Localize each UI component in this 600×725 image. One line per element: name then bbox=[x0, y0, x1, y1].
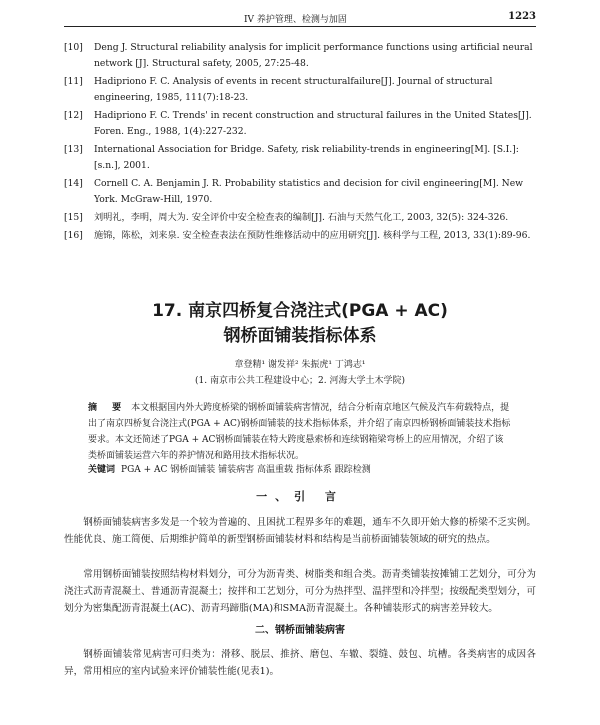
reference-text: Hadipriono F. C. Trends' in recent construction and structural failures in the United States[J]. Foren. Eng., 1988, 1(4):227-232. bbox=[94, 110, 532, 137]
reference-text: Deng J. Structural reliability analysis for implicit performance functions using artificial neural network [J]. Structural safety, 2005, 27:25-48. bbox=[94, 42, 533, 69]
reference-item bbox=[64, 210, 544, 226]
section-heading-introduction: 一、引 言 bbox=[256, 490, 344, 503]
body-paragraph: 常用钢桥面铺装按照结构材料划分，可分为沥青类、树脂类和组合类。沥青类铺装按摊铺工艺划分，可分为浇注式沥青混凝土、普通沥青混凝土；按拌和工艺划分，可分为热拌型、温拌型和冷拌型；按级配类型划分，可划分为密集配沥青混凝土(AC)、沥青玛蹄脂(MA)和SMA沥青混凝土。各种铺装形式的病害差异较大。 bbox=[64, 569, 536, 614]
page-number: 1223 bbox=[508, 11, 536, 22]
keywords bbox=[88, 462, 512, 475]
abstract-label: 摘 要 bbox=[88, 403, 128, 413]
reference-item bbox=[64, 108, 544, 140]
running-title: IV 养护管理、检测与加固 bbox=[244, 15, 347, 25]
author-list: 章登精¹ 谢发祥² 朱振虎¹ 丁鸿志¹ bbox=[234, 360, 366, 370]
reference-number: [11] bbox=[64, 76, 83, 87]
reference-text: International Association for Bridge. Safety, risk reliability-trends in engineering[M]. [S.I.]:[s.n.], 2001. bbox=[94, 144, 519, 171]
body-paragraph: 钢桥面铺装病害多发是一个较为普遍的、且困扰工程界多年的难题，通车不久即开始大修的桥梁不乏实例。性能优良、施工简便、后期维护简单的新型钢桥面铺装材料和结构是当前桥面铺装领域的研究的热点。 bbox=[64, 517, 536, 545]
reference-text: 刘明礼，李明，周大为. 安全评价中安全检查表的编制[J]. 石油与天然气化工, 2003, 32(5): 324-326. bbox=[94, 212, 509, 223]
reference-item bbox=[64, 142, 544, 174]
reference-item bbox=[64, 228, 544, 244]
reference-number: [15] bbox=[64, 212, 83, 223]
paper-title-line-2: 钢桥面铺装指标体系 bbox=[223, 326, 377, 346]
reference-list bbox=[64, 40, 544, 246]
reference-text: Hadipriono F. C. Analysis of events in recent structuralfailure[J]. Journal of structural engineering, 1985, 111(7):18-23. bbox=[94, 76, 493, 103]
reference-number: [13] bbox=[64, 144, 83, 155]
abstract bbox=[88, 400, 512, 464]
body-paragraph: 钢桥面铺装常见病害可归类为：滑移、脱层、推挤、磨包、车辙、裂缝、鼓包、坑槽。各类病害的成因各异，常用相应的室内试验来评价铺装性能(见表1)。 bbox=[64, 649, 536, 677]
keywords-label: 关键词 bbox=[88, 465, 116, 475]
reference-number: [16] bbox=[64, 230, 83, 241]
reference-number: [10] bbox=[64, 42, 83, 53]
abstract-text: 本文根据国内外大跨度桥梁的钢桥面铺装病害情况，结合分析南京地区气候及汽车荷载特点，提出了南京四桥复合浇注式(PGA + AC)钢桥面铺装的技术指标体系，并介绍了南京四桥钢桥面铺装技术指标要求。本文还简述了PGA + AC钢桥面铺装在特大跨度悬索桥和连续钢箱梁弯桥上的应用情况，介绍了该类桥面铺装运营六年的养护情况和路用技术指标状况。 bbox=[88, 403, 511, 461]
reference-number: [12] bbox=[64, 110, 83, 121]
reference-text: 施锦，陈松，刘来泉. 安全检查表法在预防性维修活动中的应用研究[J]. 核科学与工程, 2013, 33(1):89-96. bbox=[94, 230, 531, 241]
running-header bbox=[64, 10, 536, 27]
reference-text: Cornell C. A. Benjamin J. R. Probability statistics and decision for civil engineering[M]. New York. McGraw-Hill, 1970. bbox=[94, 178, 524, 205]
affiliations: (1. 南京市公共工程建设中心；2. 河海大学土木学院) bbox=[195, 376, 405, 386]
reference-item bbox=[64, 40, 544, 72]
reference-item bbox=[64, 176, 544, 208]
keywords-text: PGA + AC 钢桥面铺装 铺装病害 高温重载 指标体系 跟踪检测 bbox=[121, 465, 371, 475]
reference-number: [14] bbox=[64, 178, 83, 189]
paper-title-line-1: 17. 南京四桥复合浇注式(PGA + AC) bbox=[152, 301, 448, 321]
section-heading-pavement-defects: 二、钢桥面铺装病害 bbox=[255, 625, 345, 636]
reference-item bbox=[64, 74, 544, 106]
